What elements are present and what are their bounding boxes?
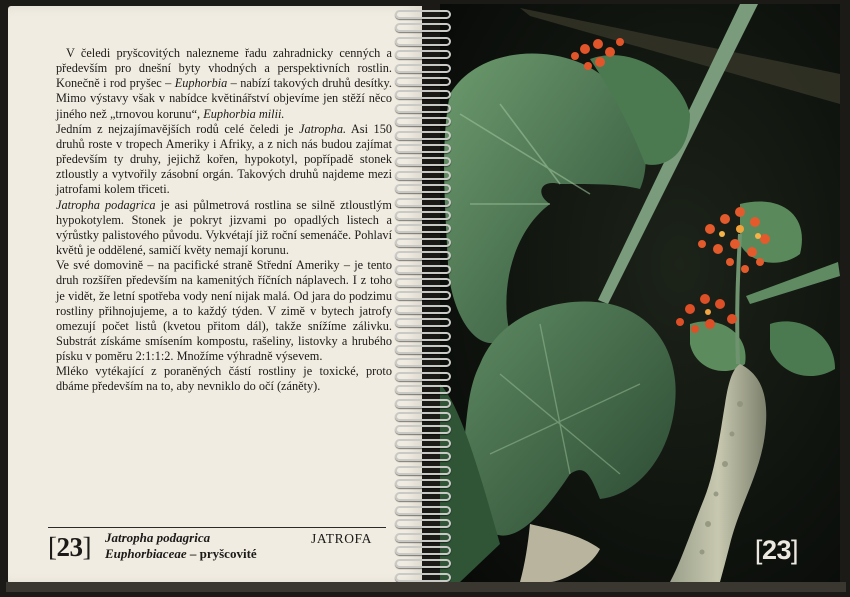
binding-coil [395,37,451,46]
species-name: Jatropha podagrica [105,530,211,545]
paragraph-1 [56,46,392,122]
binding-coil [395,278,451,287]
plant-photo [440,4,840,582]
binding-coil [395,131,451,140]
paragraph-2 [56,122,392,198]
footer-rule [48,527,386,528]
binding-coil [395,104,451,113]
page-number-left: [23] [48,532,91,562]
family-name [105,546,257,562]
binding-coil [395,291,451,300]
binding-coil [395,452,451,461]
binding-coil [395,50,451,59]
binding-coil [395,23,451,32]
binding-coil [395,198,451,207]
text-run: – nabízí takových druhů desítky. Mimo výstavy však v nabídce květinářství objevíme jen stěží něco jiného než „trnovou korunu“, [56,76,392,121]
binding-coil [395,506,451,515]
body-text [56,46,392,395]
binding-coil [395,211,451,220]
binding-coil [395,90,451,99]
binding-coil [395,345,451,354]
binding-coil [395,479,451,488]
text-run: Asi 150 druhů roste v tropech Ameriky i Afriky, a z nich nás budou zajímat především ty druhy, jejichž kořen, hypokotyl, popřípadě stonek ztloustly a vytvořily zásobní orgán. Takových druhů najdeme mezi jatrofami kolem třiceti. [56,121,392,197]
text-run: Ve své domovině – na pacifické straně Střední Ameriky – je tento druh rozšířen především na kamenitých říčních náplavech. I z toho je vidět, že letní spotřeba vody není nijak malá. Od jara do podzimu rostliny přihnojujeme, a to každý týden. V zimě v bytech jatrofy omezují počet listů (kvetou přitom dál), takže snížíme zálivku. Substrát získáme smísením kompostu, rašeliny, listovky a hrubého písku v poměru 2:1:1:2. Množíme výhradně výsevem. [56,258,392,364]
italic-term: Euphorbia [174,76,228,91]
binding-coil [395,546,451,555]
binding-coil [395,117,451,126]
binding-coil [395,77,451,86]
family-czech: – pryšcovité [189,546,257,561]
paragraph-3 [56,198,392,259]
binding-coil [395,10,451,19]
text-run: Mléko vytékající z poraněných částí rostliny je toxické, proto dbáme především na to, aby nevniklo do očí (záněty). [56,364,392,394]
binding-coil [395,412,451,421]
binding-coil [395,224,451,233]
spiral-binding [395,0,455,597]
binding-coil [395,559,451,568]
left-page [8,6,422,584]
paragraph-5 [56,364,392,394]
text-run: V čeledi pryšcovitých nalezneme řadu zahradnicky cenných a především pro dnešní byty vhodných a perspektivních rostlin. Konečně i rod pryšec – [56,46,392,91]
binding-coil [395,144,451,153]
italic-term: Jatropha. [299,121,347,136]
binding-coil [395,372,451,381]
page-bottom-edge [6,582,846,592]
binding-coil [395,265,451,274]
binding-coil [395,238,451,247]
binding-coil [395,466,451,475]
binding-coil [395,171,451,180]
binding-coil [395,573,451,582]
page-number-left-value: 23 [56,532,83,562]
genus-label: JATROFA [311,531,372,546]
family-latin: Euphorbiaceae [105,546,187,561]
binding-coil [395,318,451,327]
binding-coil [395,157,451,166]
binding-coil [395,251,451,260]
binding-coil [395,425,451,434]
page-footer [48,531,386,571]
page-number-right: [23] [754,535,798,565]
binding-coil [395,519,451,528]
text-run: Jedním z nejzajímavějších rodů celé čeledi je [56,121,300,136]
binding-coil [395,358,451,367]
binding-coil [395,305,451,314]
binding-coil [395,492,451,501]
binding-coil [395,439,451,448]
italic-term: Jatropha podagrica [56,197,156,212]
italic-term: Euphorbia milii. [203,106,285,121]
binding-coil [395,184,451,193]
binding-coil [395,64,451,73]
binding-coil [395,332,451,341]
right-page-photo [440,4,840,582]
text-run: je asi půlmetrová rostlina se silně ztloustlým hypokotylem. Stonek je pokryt jizvami po opadlých listech a výrůstky palistového původu. Vykvétají již roční semenáče. Pohlaví květů je oddělené, samičí květy nemají korunu. [56,197,392,258]
binding-coil [395,533,451,542]
binding-coil [395,399,451,408]
paragraph-4 [56,258,392,364]
page-number-right-value: 23 [761,535,791,565]
binding-coil [395,385,451,394]
